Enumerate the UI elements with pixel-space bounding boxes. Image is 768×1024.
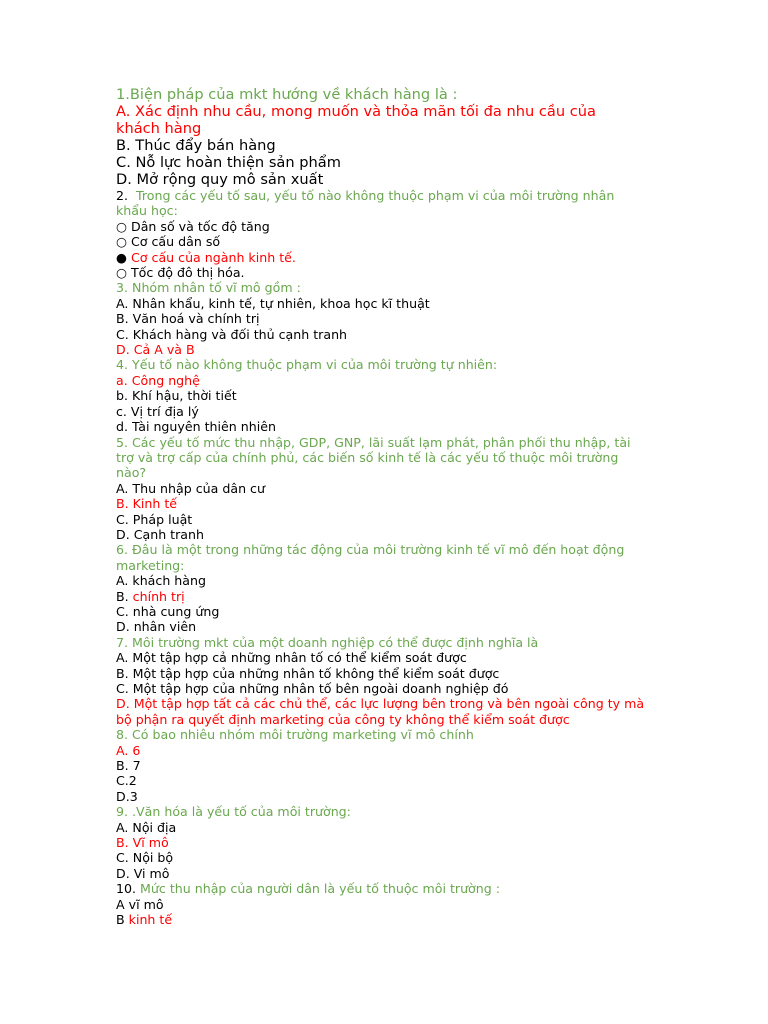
q8-answer-a: A. 6 — [116, 742, 141, 758]
q10-option-b-label: B — [116, 912, 125, 928]
q6-option-c: C. nhà cung ứng — [116, 603, 220, 619]
q5-option-c: C. Pháp luật — [116, 511, 193, 527]
q9-answer-b: B. Vĩ mô — [116, 835, 169, 851]
q1-answer-a: A. Xác định nhu cầu, mong muốn và thỏa mãn tối đa nhu cầu của — [116, 103, 596, 120]
q2-answer: Cơ cấu của ngành kinh tế. — [131, 249, 296, 265]
q1-option-c: C. Nỗ lực hoàn thiện sản phẩm — [116, 154, 341, 171]
q10-option-a: A vĩ mô — [116, 896, 164, 912]
quiz-content — [116, 86, 656, 928]
q3-answer-d: D. Cả A và B — [116, 342, 195, 358]
q2-question-cont: khẩu học: — [116, 203, 178, 219]
q10-answer-b: kinh tế — [128, 912, 173, 928]
q2-number: 2. — [116, 188, 129, 203]
q4-option-d: d. Tài nguyên thiên nhiên — [116, 419, 276, 435]
q9-option-c: C. Nội bộ — [116, 850, 174, 866]
q2-option-4: ○ Tốc độ đô thị hóa. — [116, 265, 245, 281]
q3-option-c: C. Khách hàng và đối thủ cạnh tranh — [116, 326, 348, 342]
q7-answer-d-cont: bộ phận ra quyết định marketing của công ty không thể kiểm soát được — [116, 711, 570, 727]
q8-option-c: C.2 — [116, 773, 137, 789]
q8-option-d: D.3 — [116, 788, 138, 804]
q10-question — [116, 881, 656, 896]
q7-answer-d: D. Một tập hợp tất cả các chủ thể, các lực lượng bên trong và bên ngoài công ty mà — [116, 696, 645, 712]
q1-answer-a-cont: khách hàng — [116, 120, 202, 137]
q5-option-d: D. Cạnh tranh — [116, 526, 204, 542]
q6-option-a: A. khách hàng — [116, 573, 206, 589]
q1-option-d: D. Mở rộng quy mô sản xuất — [116, 171, 324, 188]
q6-question-cont: marketing: — [116, 557, 185, 573]
q2-question-text: Trong các yếu tố sau, yếu tố nào không thuộc phạm vi của môi trường nhân — [136, 188, 615, 203]
bullet-filled-icon: ● — [116, 249, 127, 265]
q8-option-b: B. 7 — [116, 758, 141, 774]
q5-answer-b: B. Kinh tế — [116, 496, 178, 512]
q6-option-b-label: B. — [116, 588, 129, 604]
q9-question: 9. .Văn hóa là yếu tố của môi trường: — [116, 804, 351, 820]
q7-question: 7. Môi trường mkt của một doanh nghiệp có thể được định nghĩa là — [116, 634, 539, 650]
q6-question: 6. Đâu là một trong những tác động của môi trường kinh tế vĩ mô đến hoạt động — [116, 542, 625, 558]
q5-question: 5. Các yếu tố mức thu nhập, GDP, GNP, lãi suất lạm phát, phân phối thu nhập, tài — [116, 434, 631, 450]
q1-option-b: B. Thúc đẩy bán hàng — [116, 137, 276, 154]
q10-number: 10. — [116, 881, 137, 897]
q3-option-b: B. Văn hoá và chính trị — [116, 311, 260, 327]
q4-question: 4. Yếu tố nào không thuộc phạm vi của môi trường tự nhiên: — [116, 357, 498, 373]
q6-option-d: D. nhân viên — [116, 619, 197, 635]
q5-question-cont-2: nào? — [116, 465, 147, 481]
q6-answer-b: chính trị — [132, 588, 185, 604]
q5-question-cont: trợ và trợ cấp của chính phủ, các biến số kinh tế là các yếu tố thuộc môi trường — [116, 449, 619, 465]
q8-question: 8. Có bao nhiêu nhóm môi trường marketing vĩ mô chính — [116, 727, 474, 743]
q9-option-d: D. Vi mô — [116, 865, 170, 881]
q2-option-3 — [116, 250, 656, 265]
q6-option-b — [116, 589, 656, 604]
q7-option-a: A. Một tập hợp cả những nhân tố có thể kiểm soát được — [116, 650, 467, 666]
q2-option-2: ○ Cơ cấu dân số — [116, 234, 221, 250]
q7-option-c: C. Một tập hợp của những nhân tố bên ngoài doanh nghiệp đó — [116, 681, 509, 696]
q4-option-b: b. Khí hậu, thời tiết — [116, 388, 237, 404]
q4-option-c: c. Vị trí địa lý — [116, 403, 199, 419]
q2-option-1: ○ Dân số và tốc độ tăng — [116, 218, 270, 234]
q4-answer-a: a. Công nghệ — [116, 372, 200, 388]
q3-question: 3. Nhóm nhân tố vĩ mô gồm : — [116, 280, 301, 296]
q7-option-b: B. Một tập hợp của những nhân tố không thể kiểm soát được — [116, 665, 500, 681]
q2-question — [116, 188, 656, 203]
q10-option-b — [116, 912, 656, 927]
q10-question-text: Mức thu nhập của người dân là yếu tố thuộc môi trường : — [140, 881, 500, 897]
q1-question: 1.Biện pháp của mkt hướng về khách hàng là : — [116, 86, 458, 103]
q5-option-a: A. Thu nhập của dân cư — [116, 480, 265, 496]
q9-option-a: A. Nội địa — [116, 819, 177, 835]
q3-option-a: A. Nhân khẩu, kinh tế, tự nhiên, khoa học kĩ thuật — [116, 295, 430, 311]
